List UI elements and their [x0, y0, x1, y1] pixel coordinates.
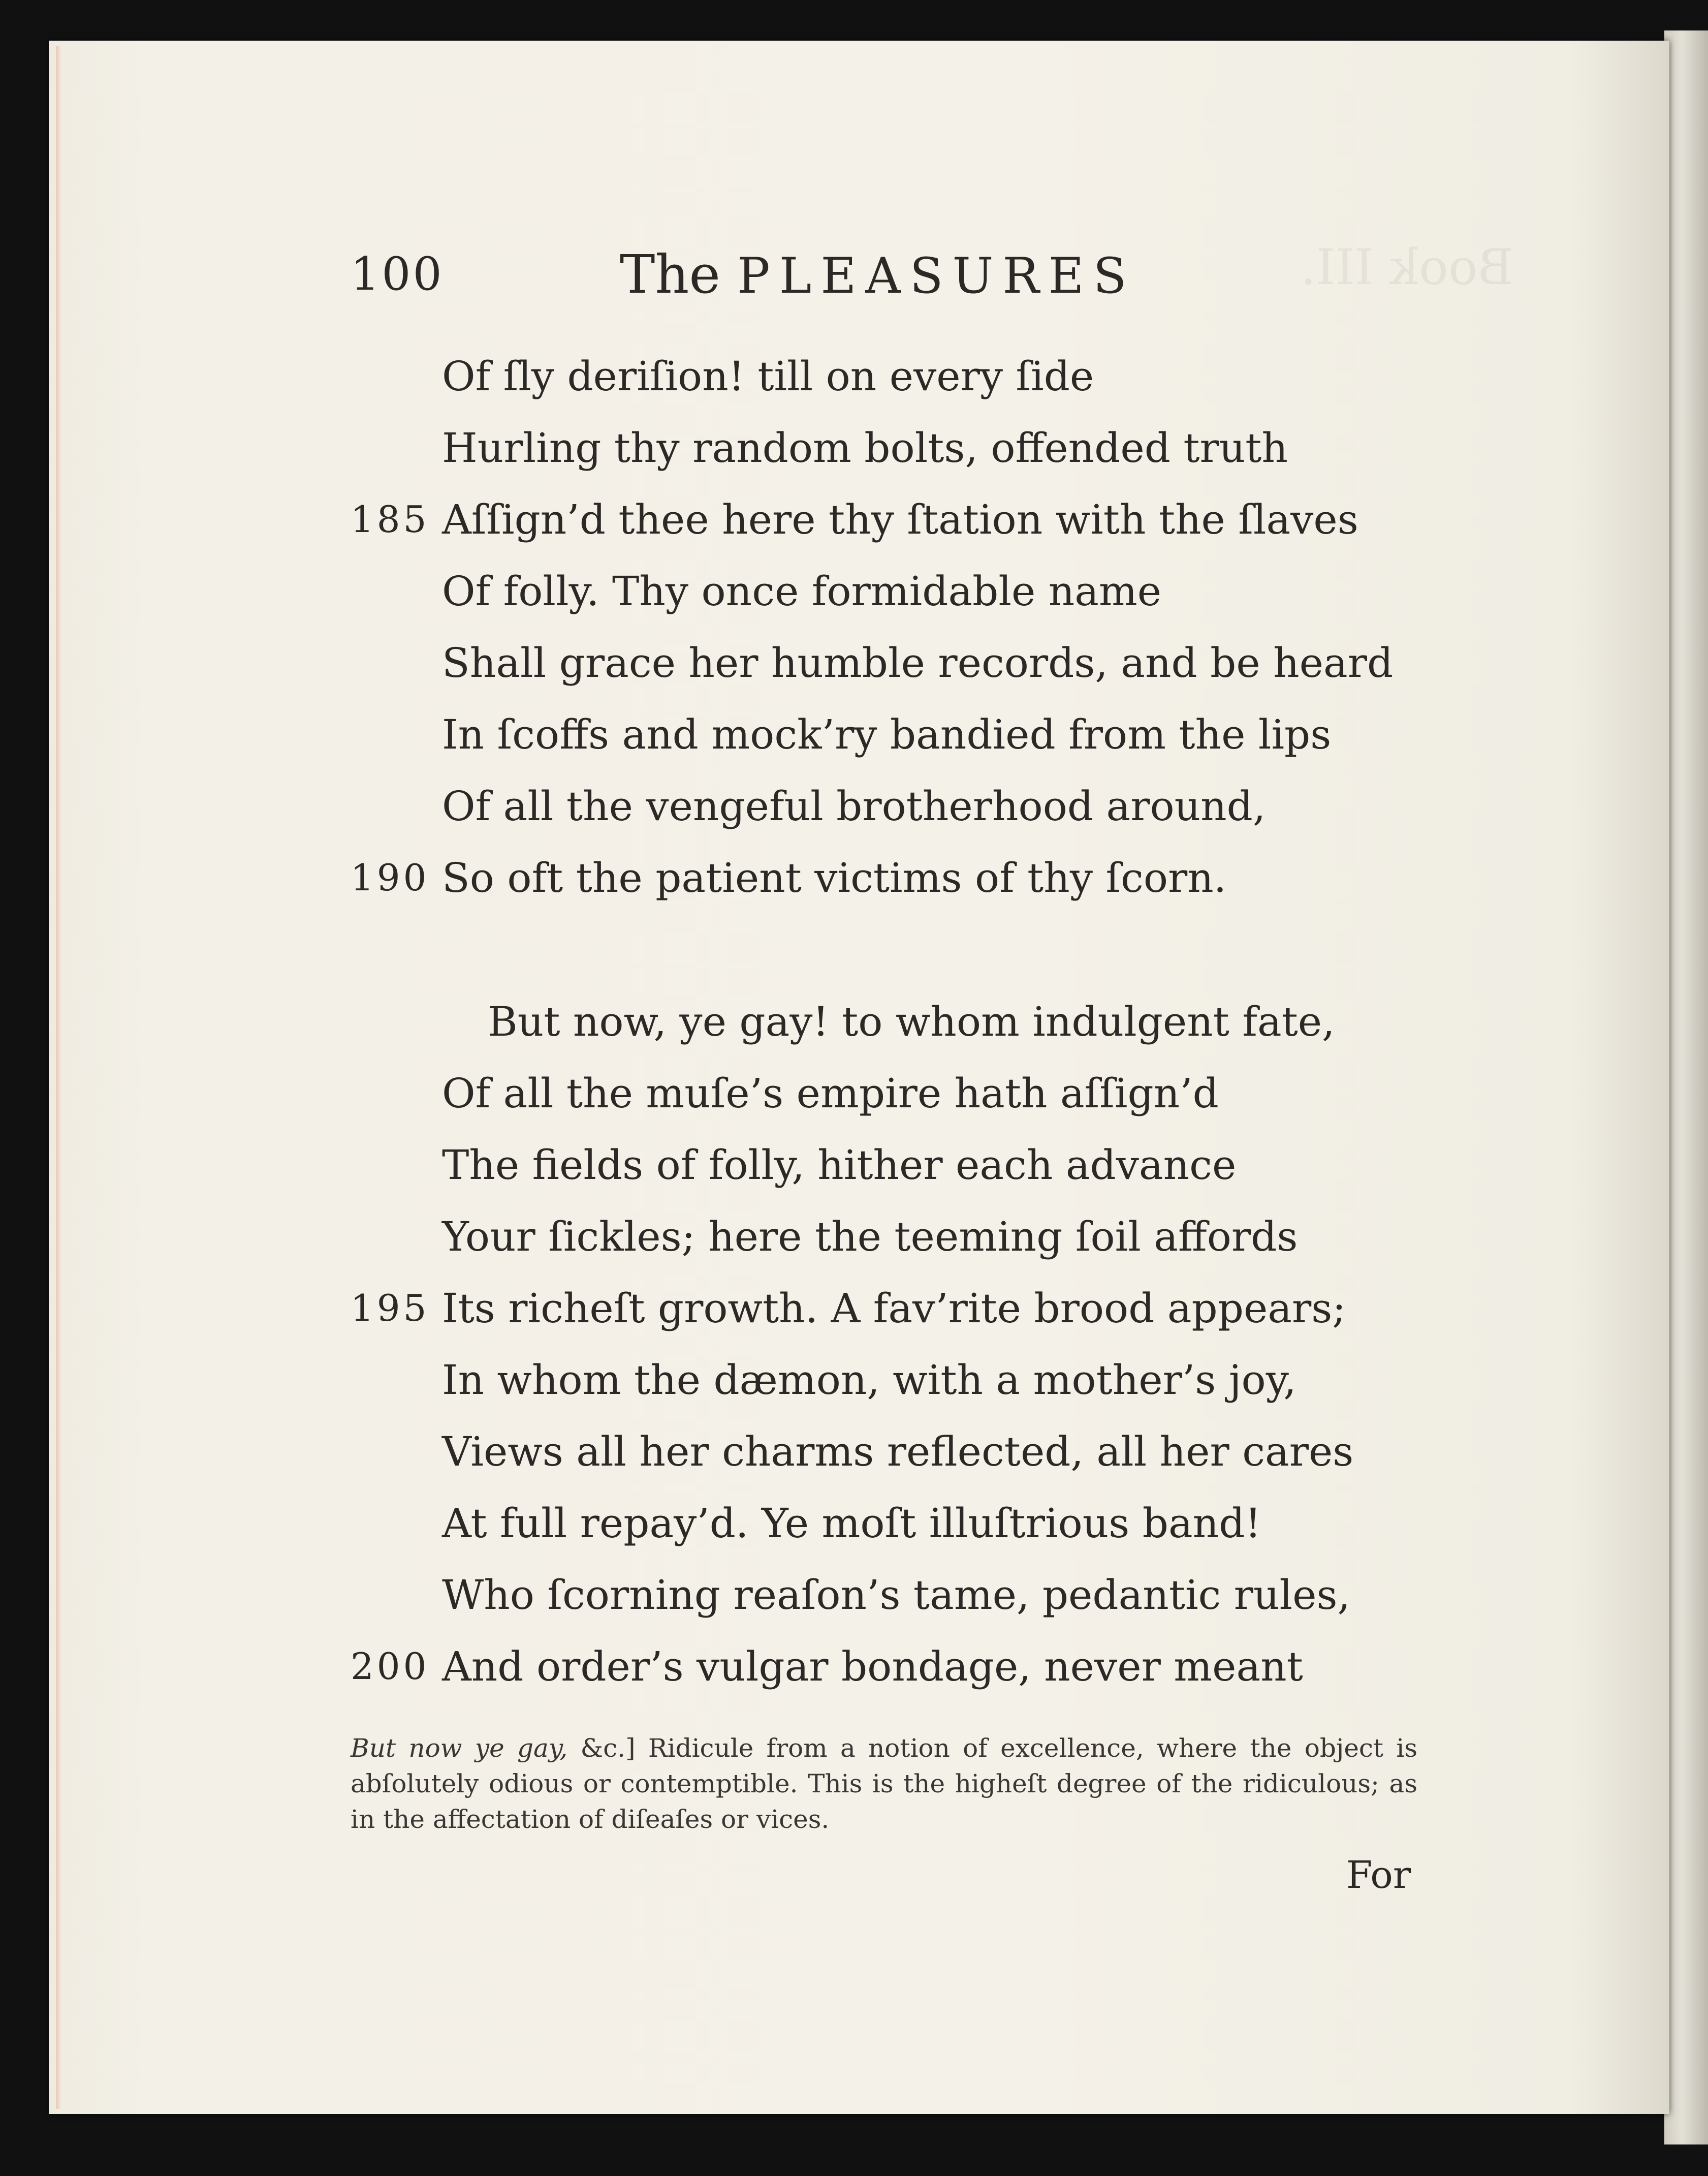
footnote: [351, 1730, 1417, 1837]
verse-line: [351, 340, 1397, 412]
verse-text: Of all the muſe’s empire hath aſſign’d: [442, 1070, 1219, 1117]
verse-line: [351, 1416, 1397, 1487]
page-number: 100: [351, 247, 444, 301]
running-title: [620, 239, 1136, 312]
line-number: 195: [351, 1287, 430, 1329]
verse-text: Of ſly deriſion! till on every ſide: [442, 353, 1094, 400]
line-number: 200: [351, 1645, 430, 1688]
running-header: [351, 239, 1184, 310]
verse-text: Views all her charms reflected, all her cares: [442, 1428, 1354, 1475]
verse-line: [351, 1201, 1397, 1272]
verse-text: Who ſcorning reaſon’s tame, pedantic rules,: [442, 1571, 1350, 1619]
verse-line: [351, 699, 1397, 770]
verse-text: At full repay’d. Ye moſt illuſtrious band!: [442, 1500, 1261, 1547]
verse-line: [351, 1272, 1397, 1344]
verse-line: [351, 1631, 1397, 1702]
verse-line: [351, 1129, 1397, 1201]
verse-line: [351, 1559, 1397, 1631]
verse-text: And order’s vulgar bondage, never meant: [442, 1643, 1303, 1690]
catchword: For: [1346, 1853, 1411, 1897]
verse-line: [351, 627, 1397, 699]
verse-text: Aſſign’d thee here thy ſtation with the ſlaves: [442, 496, 1358, 543]
stanza-break: [351, 914, 1397, 986]
verse-line: [351, 986, 1397, 1058]
show-through-text: Book III.: [1301, 239, 1514, 296]
verse-text: Of all the vengeful brotherhood around,: [442, 783, 1266, 830]
verse-line: [351, 1344, 1397, 1416]
running-title-main: PLEASURES: [737, 247, 1136, 304]
line-number: 190: [351, 856, 430, 899]
verse-text: So oft the patient victims of thy ſcorn.: [442, 854, 1227, 902]
verse-text: In whom the dæmon, with a mother’s joy,: [442, 1356, 1296, 1404]
verse-text: Hurling thy random bolts, offended truth: [442, 424, 1288, 472]
verse-text: Your ſickles; here the teeming ſoil affords: [442, 1213, 1298, 1260]
verse-text: Its richeſt growth. A fav’rite brood appears;: [442, 1285, 1346, 1332]
verse-line: [351, 484, 1397, 555]
verse-line: [351, 555, 1397, 627]
footnote-text: &c.] Ridicule from a notion of excellence, where the object is abſolutely odious or contemptible. This is the higheſt degree of the ridiculous; as in the affectation of diſeaſes or vices.: [351, 1733, 1418, 1834]
verse-block: [351, 340, 1397, 1702]
verse-line: [351, 1058, 1397, 1129]
verse-line: [351, 412, 1397, 484]
line-number: 185: [351, 498, 430, 541]
verse-line: [351, 770, 1397, 842]
running-title-prefix: The: [620, 243, 720, 305]
verse-text: But now, ye gay! to whom indulgent fate,: [488, 998, 1335, 1045]
verse-line: [351, 842, 1397, 914]
verse-text: Of folly. Thy once formidable name: [442, 568, 1162, 615]
footnote-lemma: But now ye gay,: [351, 1733, 568, 1763]
verse-text: The fields of folly, hither each advance: [442, 1141, 1237, 1189]
verse-line: [351, 1487, 1397, 1559]
verse-text: In ſcoffs and mock’ry bandied from the lips: [442, 711, 1332, 758]
verse-text: Shall grace her humble records, and be heard: [442, 639, 1394, 687]
